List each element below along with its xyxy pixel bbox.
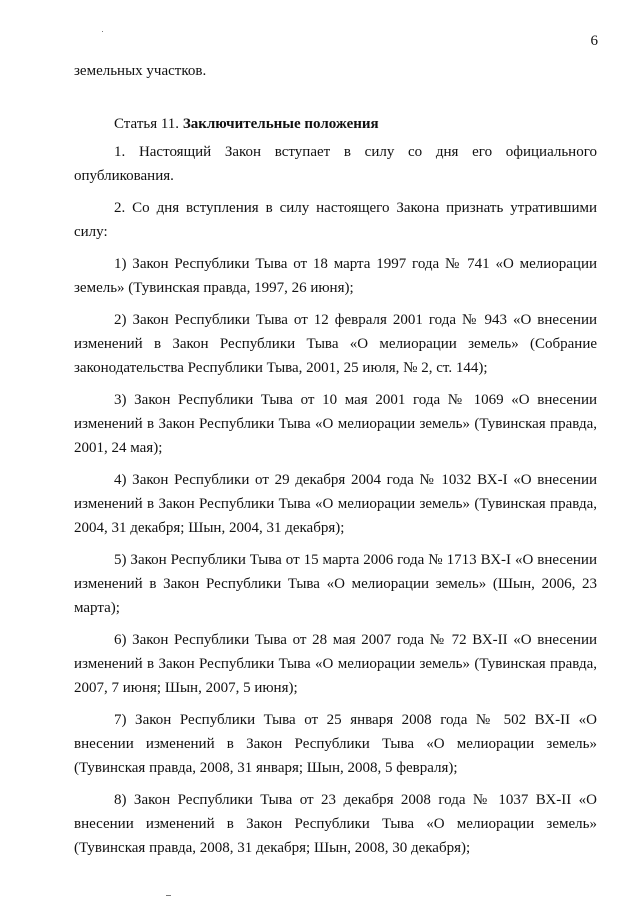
scan-speck (102, 31, 103, 32)
article-title: Заключительные положения (182, 116, 379, 132)
page-number: 6 (590, 33, 598, 49)
scan-speck (166, 895, 171, 896)
law-item-4: 4) Закон Республики от 29 декабря 2004 года № 1032 ВХ-I «О внесении изменений в Закон Республики Тыва «О мелиорации земель» (Тувинская правда, 2004, 31 декабря; Шын, 2004, 31 декабря); (74, 472, 597, 536)
paragraph-2: 2. Со дня вступления в силу настоящего Закона признать утратившими силу: (74, 200, 597, 240)
law-item-8: 8) Закон Республики Тыва от 23 декабря 2008 года № 1037 ВХ-II «О внесении изменений в Закон Республики Тыва «О мелиорации земель» (Тувинская правда, 2008, 31 декабря; Шын, 2008, 30 декабря); (74, 792, 597, 856)
law-item-1: 1) Закон Республики Тыва от 18 марта 1997 года № 741 «О мелиорации земель» (Тувинская правда, 1997, 26 июня); (74, 256, 597, 296)
law-item-3: 3) Закон Республики Тыва от 10 мая 2001 года № 1069 «О внесении изменений в Закон Республики Тыва «О мелиорации земель» (Тувинская правда, 2001, 24 мая); (74, 392, 597, 456)
document-body (74, 59, 597, 868)
paragraph-1: 1. Настоящий Закон вступает в силу со дня его официального опубликования. (74, 144, 597, 184)
law-item-2: 2) Закон Республики Тыва от 12 февраля 2001 года № 943 «О внесении изменений в Закон Республики Тыва «О мелиорации земель» (Собрание законодательства Республики Тыва, 2001, 25 июля, № 2, ст. 144); (74, 312, 597, 376)
article-heading (74, 112, 597, 136)
law-item-7: 7) Закон Республики Тыва от 25 января 2008 года № 502 ВХ-II «О внесении изменений в Закон Республики Тыва «О мелиорации земель» (Тувинская правда, 2008, 31 января; Шын, 2008, 5 февраля); (74, 712, 597, 776)
law-item-5: 5) Закон Республики Тыва от 15 марта 2006 года № 1713 ВХ-I «О внесении изменений в Закон Республики Тыва «О мелиорации земель» (Шын, 2006, 23 марта); (74, 552, 597, 616)
law-item-6: 6) Закон Республики Тыва от 28 мая 2007 года № 72 ВХ-II «О внесении изменений в Закон Республики Тыва «О мелиорации земель» (Тувинская правда, 2007, 7 июня; Шын, 2007, 5 июня); (74, 632, 597, 696)
intro-text: земельных участков. (74, 63, 207, 79)
article-label: Статья 11. (114, 116, 180, 132)
